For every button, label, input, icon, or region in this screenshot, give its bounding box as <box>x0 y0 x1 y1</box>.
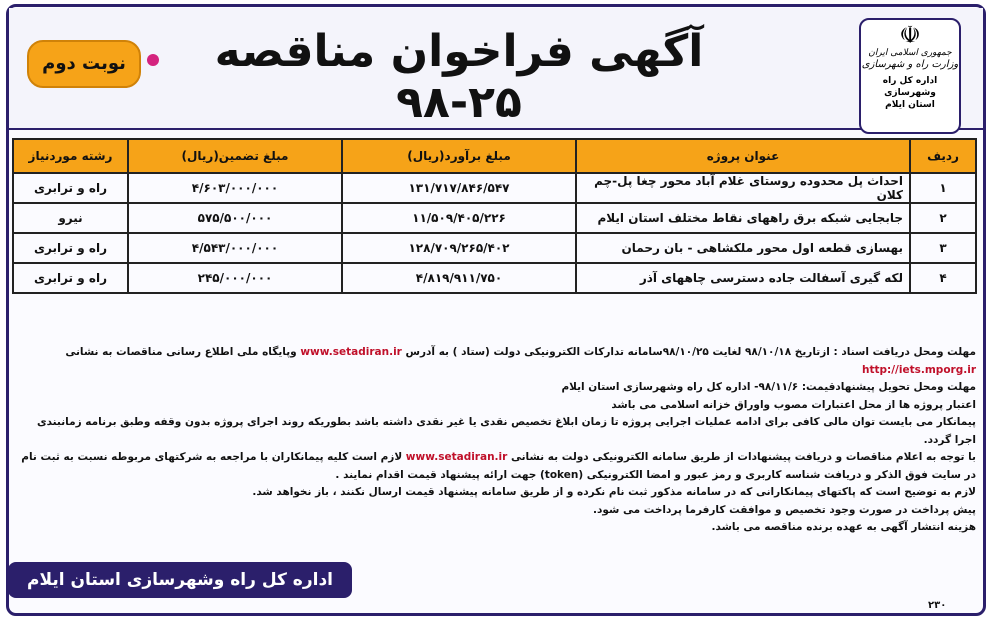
guarantee-amount: ۵۷۵/۵۰۰/۰۰۰ <box>128 203 342 233</box>
row-number: ۱ <box>910 173 976 203</box>
header-row-number: ردیف <box>910 139 976 173</box>
estimate-amount: ۱۳۱/۷۱۷/۸۴۶/۵۴۷ <box>342 173 576 203</box>
registration-note: با توجه به اعلام مناقصات و دریافت پیشنهادات از طریق سامانه الکترونیکی دولت به نشانی www.setadiran.ir لازم است کلیه پیمانکاران با مراجعه به شرکتهای مربوطه نسبت به ثبت نام در سایت فوق الذکر و دریافت شناسه کاربری و رمز عبور و امضا الکترونیکی (token) جهت ارائه پیشنهاد قیمت اقدام نمایند . <box>21 451 976 481</box>
estimate-amount: ۱۲۸/۷۰۹/۲۶۵/۴۰۲ <box>342 233 576 263</box>
required-field: راه و ترابری <box>13 263 128 293</box>
setad-link-2[interactable]: www.setadiran.ir <box>405 451 508 463</box>
guarantee-amount: ۴/۵۴۳/۰۰۰/۰۰۰ <box>128 233 342 263</box>
document-deadline: مهلت ومحل دریافت اسناد : ازتاریخ ۹۸/۱۰/۱۸ لغایت ۹۸/۱۰/۲۵سامانه تدارکات الکترونیکی دولت (ستاد ) به آدرس www.setadiran.ir وپایگاه ملی اطلاع رسانی مناقصات به نشانی http://iets.mporg.ir <box>65 346 976 376</box>
project-title: احداث پل محدوده روستای غلام آباد محور چغا پل-چم کلان <box>576 173 910 203</box>
logo-line-office: اداره کل راه وشهرسازی <box>882 76 938 98</box>
footer-office-banner: اداره کل راه وشهرسازی استان ایلام <box>8 562 352 598</box>
project-title: لکه گیری آسفالت جاده دسترسی چاههای آذر <box>576 263 910 293</box>
publication-cost-note: هزینه انتشار آگهی به عهده برنده مناقصه می باشد. <box>711 521 976 533</box>
ministry-logo <box>859 18 961 134</box>
round-badge: نوبت دوم <box>27 40 141 88</box>
required-field: راه و ترابری <box>13 173 128 203</box>
table-row <box>13 233 976 263</box>
iran-emblem-icon: ☫ <box>899 21 921 49</box>
ad-header <box>9 8 983 130</box>
table-row <box>13 203 976 233</box>
header-guarantee: مبلغ تضمین(ریال) <box>128 139 342 173</box>
table-row <box>13 173 976 203</box>
logo-line-ministry: وزارت راه و شهرسازی <box>861 59 959 70</box>
required-field: راه و ترابری <box>13 233 128 263</box>
tender-table <box>12 138 977 294</box>
guarantee-amount: ۴/۶۰۳/۰۰۰/۰۰۰ <box>128 173 342 203</box>
estimate-amount: ۱۱/۵۰۹/۴۰۵/۲۲۶ <box>342 203 576 233</box>
header-required-field: رشته موردنیاز <box>13 139 128 173</box>
project-title: جابجایی شبکه برق راههای نقاط مختلف استان ایلام <box>576 203 910 233</box>
table-header-row <box>13 139 976 173</box>
bid-deadline: مهلت ومحل تحویل پیشنهادقیمت: ۹۸/۱۱/۶- اداره کل راه وشهرسازی استان ایلام <box>561 381 976 393</box>
decorative-dot-icon <box>147 54 159 66</box>
ad-body <box>14 344 976 537</box>
page-title: آگهی فراخوان مناقصه ۲۵-۹۸ <box>214 26 704 128</box>
row-number: ۲ <box>910 203 976 233</box>
guarantee-amount: ۲۴۵/۰۰۰/۰۰۰ <box>128 263 342 293</box>
project-title: بهسازی قطعه اول محور ملکشاهی - بان رحمان <box>576 233 910 263</box>
setad-link[interactable]: www.setadiran.ir <box>300 346 402 358</box>
header-estimate: مبلغ برآورد(ریال) <box>342 139 576 173</box>
financial-capacity-note: پیمانکار می بایست توان مالی کافی برای ادامه عملیات اجرایی پروژه تا زمان ابلاغ تخصیص نقدی یا غیر نقدی داشته باشد بطوریکه روند اجرای پروژه بدون وقفه وطبق برنامه زمانبندی اجرا گردد. <box>36 416 976 446</box>
estimate-amount: ۴/۸۱۹/۹۱۱/۷۵۰ <box>342 263 576 293</box>
unregistered-note: لازم به توضیح است که پاکتهای پیمانکارانی که در سامانه مذکور ثبت نام نکرده و از طریق سامانه پیشنهاد قیمت ارسال نکنند ، باز نخواهد شد. <box>252 486 976 498</box>
row-number: ۳ <box>910 233 976 263</box>
header-project-title: عنوان پروژه <box>576 139 910 173</box>
table-row <box>13 263 976 293</box>
row-number: ۴ <box>910 263 976 293</box>
prepayment-note: پیش پرداخت در صورت وجود تخصیص و موافقت کارفرما پرداخت می شود. <box>593 503 976 516</box>
required-field: نیرو <box>13 203 128 233</box>
logo-line-province: استان ایلام <box>885 100 935 110</box>
logo-line-republic: جمهوری اسلامی ایران <box>868 48 952 58</box>
funding-note: اعتبار پروژه ها از محل اعتبارات مصوب واوراق خزانه اسلامی می باشد <box>611 398 976 411</box>
page-number: ۲۳۰ <box>928 600 947 611</box>
iets-link[interactable]: http://iets.mporg.ir <box>861 363 976 376</box>
